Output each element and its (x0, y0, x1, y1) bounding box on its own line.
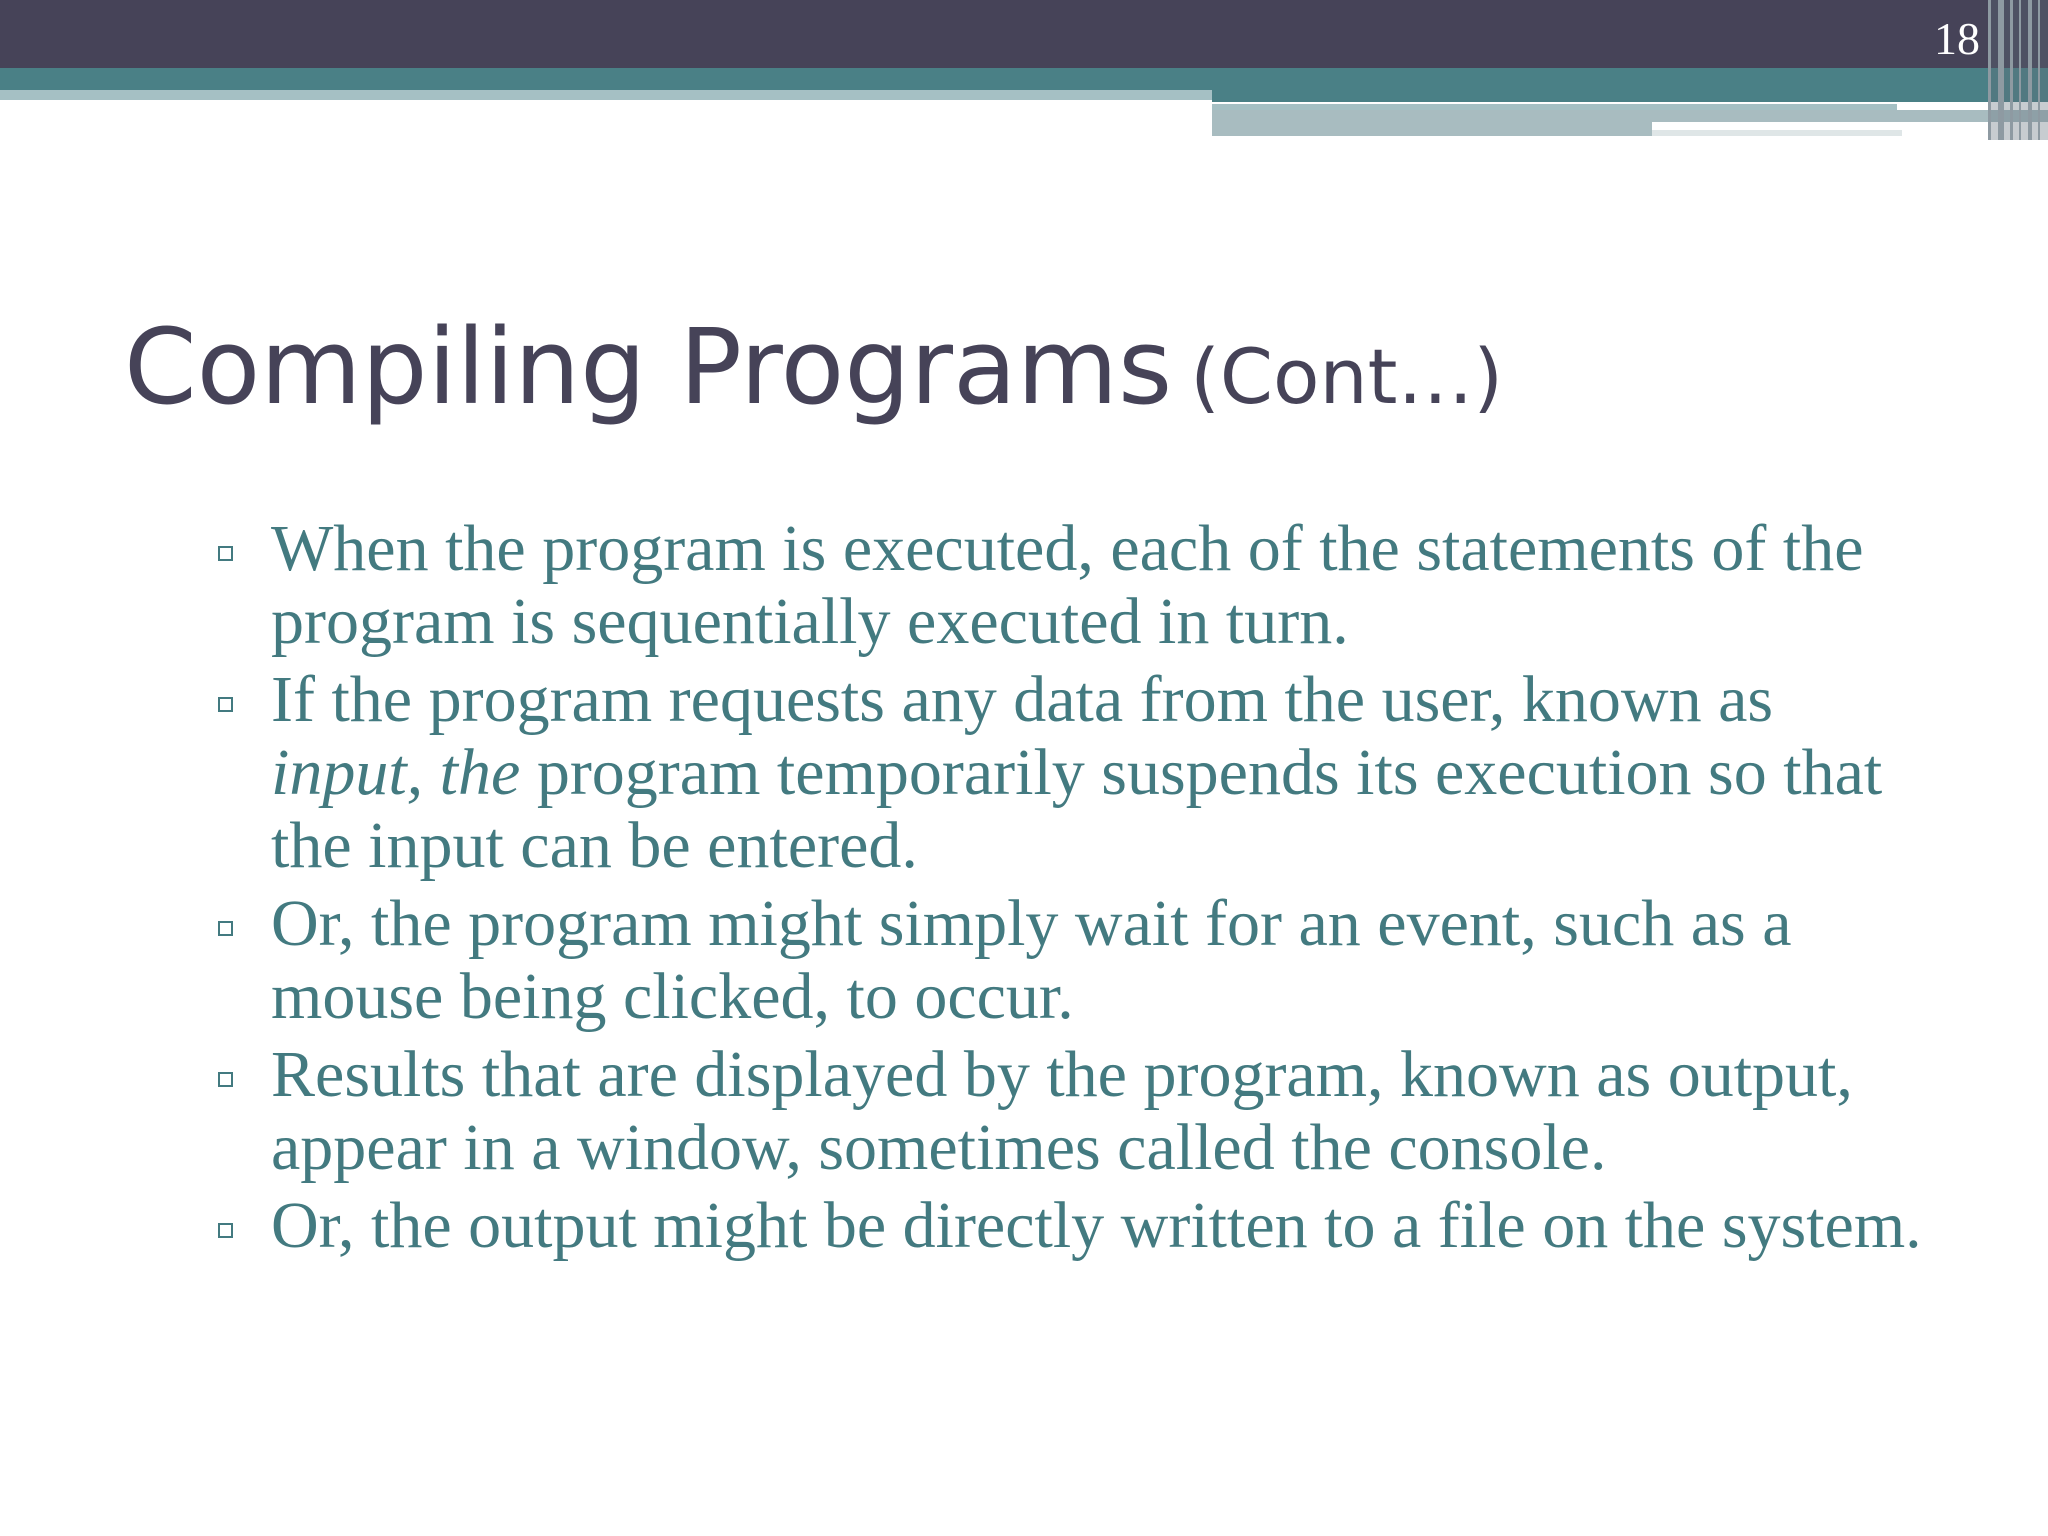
bullet-item (218, 663, 1938, 882)
corner-stripes (1988, 0, 2048, 140)
slide-title (124, 306, 1503, 428)
bullet-text-segment: If the program requests any data from the user, known as (271, 663, 1774, 736)
bullet-text-segment: Results that are displayed by the program, known as output, appear in a window, sometimes called the console. (271, 1038, 1853, 1184)
header-bar-teal (0, 68, 2048, 90)
hollow-square-icon (218, 546, 233, 561)
header-bar-light (0, 90, 1212, 100)
slide-title-suffix: (Cont…) (1190, 332, 1504, 421)
bullet-item (218, 1038, 1938, 1184)
header-bar-dark (0, 0, 2048, 68)
bullet-item (218, 887, 1938, 1033)
hollow-square-icon (218, 921, 233, 936)
bullet-text-segment: Or, the program might simply wait for an event, such as a mouse being clicked, to occur. (271, 887, 1792, 1033)
header-bar-pale-lower (1212, 122, 1652, 136)
bullet-text (271, 512, 1864, 658)
bullet-list (218, 512, 1938, 1267)
hollow-square-icon (218, 1072, 233, 1087)
bullet-item (218, 1189, 1938, 1262)
slide-title-main: Compiling Programs (124, 306, 1173, 428)
header-bar-shadow (1652, 130, 1902, 136)
bullet-text (271, 663, 1882, 882)
header-bar-teal-right (1212, 90, 2048, 102)
header-bar-pale (1212, 110, 2048, 122)
bullet-text-segment: When the program is executed, each of the statements of the program is sequentially executed in turn. (271, 512, 1864, 658)
slide-number: 18 (1934, 13, 1980, 64)
hollow-square-icon (218, 697, 233, 712)
bullet-text-italic: input, the (271, 736, 521, 809)
bullet-text-segment: program temporarily suspends its execution so that the input can be entered. (271, 736, 1883, 882)
bullet-text (271, 1038, 1853, 1184)
hollow-square-icon (218, 1223, 233, 1238)
bullet-text (271, 1189, 1922, 1262)
bullet-item (218, 512, 1938, 658)
bullet-text (271, 887, 1791, 1033)
bullet-text-segment: Or, the output might be directly written to a file on the system. (271, 1189, 1922, 1262)
